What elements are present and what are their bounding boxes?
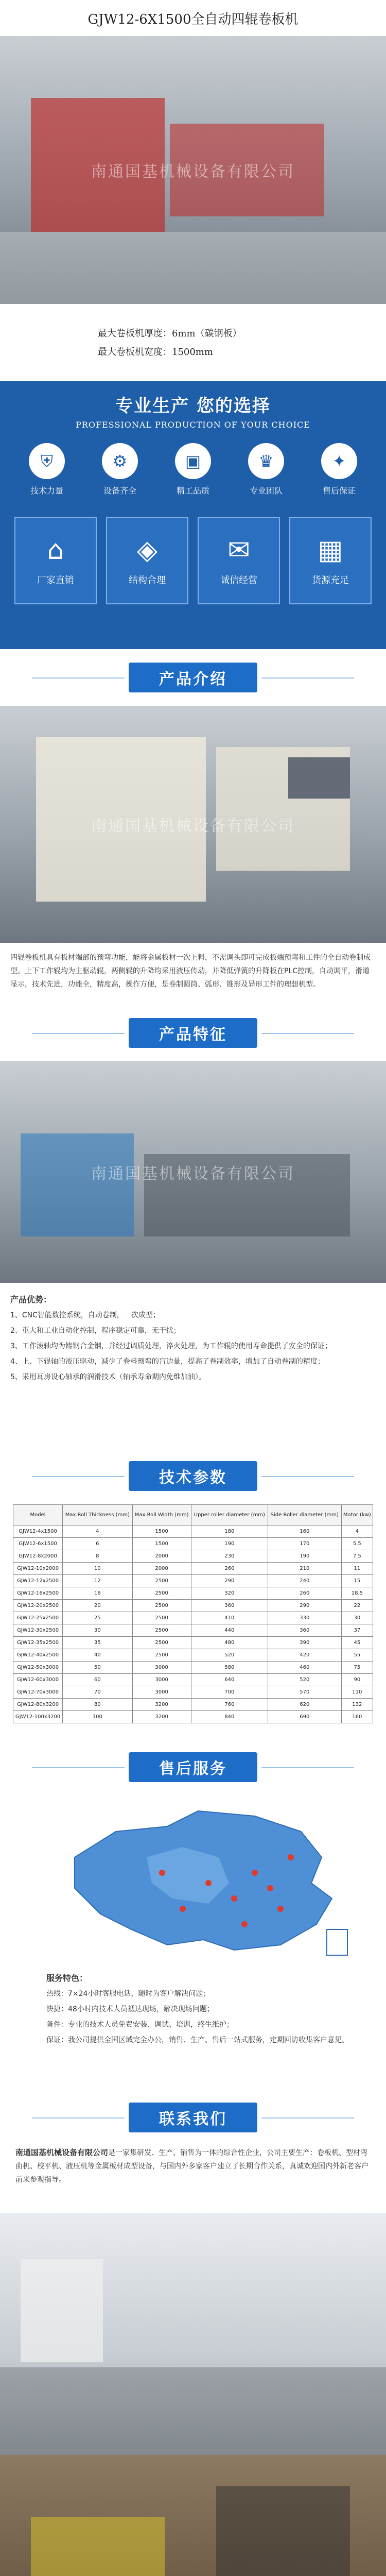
intro-text: 四辊卷板机具有板材端部的预弯功能，能将金属板材一次上料，不需调头即可完成板端预弯和工件的全自动卷制成型。上下工作辊均为主驱动辊，两侧辊的升降均采用液压传动，并降低弹簧的升降板在PLC控制，自动调平，滑道显示，技术先进，功能全，精度高，操作方便，是卷制圆筒、弧形、锥形及异形工件的理想机型。 [10, 954, 371, 989]
features-photo [0, 1061, 386, 1283]
table-row [13, 1662, 373, 1674]
table-cell: 3000 [132, 1674, 191, 1686]
table-cell: 440 [191, 1624, 268, 1637]
heading-label: 产品特征 [129, 1018, 257, 1048]
table-cell: GJW12-10x2000 [13, 1563, 63, 1575]
service-icon: ✉ [227, 535, 250, 566]
table-cell: 50 [63, 1662, 132, 1674]
table-row [13, 1649, 373, 1662]
feature-item [165, 443, 221, 496]
table-cell: GJW12-4x1500 [13, 1526, 63, 1538]
table-cell: 45 [341, 1637, 373, 1649]
feature-item [19, 443, 75, 496]
service-item: 热线：7×24小时客服电话，随时为客户解决问题； [46, 1990, 210, 1998]
feature-label: 设备齐全 [103, 486, 136, 496]
slogan-title: 专业生产 您的选择 [115, 396, 271, 416]
spec-thickness: 最大卷板机厚度：6mm（碳钢板） [98, 328, 242, 339]
table-cell: 11 [341, 1563, 373, 1575]
tile-label: 厂家直销 [37, 575, 74, 586]
table-cell: 30 [63, 1624, 132, 1637]
table-cell: 700 [191, 1686, 268, 1699]
table-cell: 8 [63, 1550, 132, 1563]
heading-label: 技术参数 [129, 1461, 257, 1491]
advantages-title: 产品优势： [10, 1295, 52, 1304]
gear-icon: ⚙ [102, 443, 138, 479]
table-header-row [13, 1505, 373, 1526]
hero-photo [0, 36, 386, 304]
tile-label: 货源充足 [312, 575, 349, 586]
slogan-subtitle: PROFESSIONAL PRODUCTION OF YOUR CHOICE [76, 420, 310, 430]
table-row [13, 1550, 373, 1563]
table-cell: 260 [268, 1587, 341, 1600]
table-cell: 260 [191, 1563, 268, 1575]
table-cell: GJW12-12x2500 [13, 1575, 63, 1587]
table-cell: 40 [63, 1649, 132, 1662]
feature-tiles [0, 517, 386, 604]
table-cell: GJW12-50x3000 [13, 1662, 63, 1674]
table-cell: 3200 [132, 1711, 191, 1723]
table-row [13, 1711, 373, 1723]
table-cell: 160 [268, 1526, 341, 1538]
table-row [13, 1674, 373, 1686]
table-cell: GJW12-20x2500 [13, 1600, 63, 1612]
feature-item [311, 443, 367, 496]
table-cell: GJW12-40x2500 [13, 1649, 63, 1662]
table-cell: 20 [63, 1600, 132, 1612]
table-cell: 4 [341, 1526, 373, 1538]
table-cell: 2500 [132, 1575, 191, 1587]
table-cell: 16 [63, 1587, 132, 1600]
feature-label: 售后保证 [322, 486, 356, 496]
params-table [13, 1504, 373, 1723]
table-cell: 100 [63, 1711, 132, 1723]
table-row [13, 1624, 373, 1637]
table-cell: 6 [63, 1538, 132, 1550]
table-cell: 480 [191, 1637, 268, 1649]
table-cell: 7.5 [341, 1550, 373, 1563]
advantage-item: 3、工作滚轴均为铸钢合金钢，并经过调质处理，淬火处理，为工作辊的使用寿命提供了安全的保证； [10, 1342, 332, 1350]
table-cell: 12 [63, 1575, 132, 1587]
factory-photo-2 [0, 2455, 386, 2576]
table-cell: 2500 [132, 1637, 191, 1649]
company-lead: 南通国基机械设备有限公司 [15, 2148, 109, 2157]
tile-label: 诚信经营 [220, 575, 257, 586]
column-header: Motor (kw) [341, 1505, 373, 1526]
table-cell: 90 [341, 1674, 373, 1686]
table-cell: 290 [268, 1600, 341, 1612]
table-cell: GJW12-16x2500 [13, 1587, 63, 1600]
tile-stock [289, 517, 372, 604]
table-row [13, 1612, 373, 1624]
table-cell: 30 [341, 1612, 373, 1624]
table-cell: 1500 [132, 1526, 191, 1538]
table-row [13, 1538, 373, 1550]
table-cell: 330 [268, 1612, 341, 1624]
advantage-item: 4、上、下辊轴的液压驱动，减少了卷料预弯的盲边量，提高了卷制效率，增加了自动卷制的精度； [10, 1358, 325, 1366]
table-cell: 190 [191, 1538, 268, 1550]
table-cell: 840 [191, 1711, 268, 1723]
table-cell: 760 [191, 1699, 268, 1711]
heading-label: 联系我们 [129, 2103, 257, 2132]
table-cell: GJW12-30x2500 [13, 1624, 63, 1637]
feature-item [92, 443, 148, 496]
trophy-icon: ♛ [248, 443, 284, 479]
stock-icon: ▦ [318, 535, 343, 566]
table-cell: 520 [268, 1674, 341, 1686]
section-heading-params [0, 1448, 386, 1504]
service-item: 快捷：48小时内技术人员抵达现场，解决现场问题； [46, 2005, 214, 2013]
intro-photo [0, 706, 386, 943]
table-cell: GJW12-60x3000 [13, 1674, 63, 1686]
advantage-banner [0, 381, 386, 649]
table-cell: 290 [191, 1575, 268, 1587]
table-cell: 360 [191, 1600, 268, 1612]
table-cell: 2500 [132, 1587, 191, 1600]
table-cell: 2500 [132, 1600, 191, 1612]
table-cell: GJW12-8x2000 [13, 1550, 63, 1563]
table-cell: 520 [191, 1649, 268, 1662]
table-cell: GJW12-35x2500 [13, 1637, 63, 1649]
table-row [13, 1686, 373, 1699]
table-row [13, 1600, 373, 1612]
table-cell: 390 [268, 1637, 341, 1649]
feature-icons [0, 430, 386, 496]
advantage-item: 2、重大和工业自动化控制，程序稳定可靠，无干扰； [10, 1327, 181, 1335]
table-cell: 70 [63, 1686, 132, 1699]
table-cell: GJW12-6x1500 [13, 1538, 63, 1550]
heading-label: 售后服务 [129, 1752, 257, 1782]
table-row [13, 1699, 373, 1711]
table-cell: 2000 [132, 1563, 191, 1575]
intro-watermark: 南通国基机械设备有限公司 [91, 817, 295, 835]
features-watermark: 南通国基机械设备有限公司 [91, 1165, 295, 1183]
table-cell: 160 [341, 1711, 373, 1723]
table-cell: 4 [63, 1526, 132, 1538]
table-row [13, 1526, 373, 1538]
table-cell: 25 [63, 1612, 132, 1624]
company-description: 是一家集研发、生产、销售为一体的综合性企业，公司主要生产：卷板机、型材弯曲机、校平机、液压机等金属板材成型设备，与国内外多家客户建立了长期合作关系，真诚欢迎国内外新老客户前来参观指导。 [15, 2149, 369, 2184]
table-cell: 180 [191, 1526, 268, 1538]
table-cell: 15 [341, 1575, 373, 1587]
table-cell: 80 [63, 1699, 132, 1711]
table-cell: GJW12-70x3000 [13, 1686, 63, 1699]
advantage-item: 1、CNC智能数控系统，自动卷制，一次成型； [10, 1311, 160, 1319]
feature-label: 专业团队 [249, 486, 283, 496]
feature-label: 技术力量 [30, 486, 63, 496]
advantage-item: 5、采用瓦房设心轴承的润滑技术（轴承寿命期内免维加油）。 [10, 1373, 206, 1381]
table-cell: 60 [63, 1674, 132, 1686]
factory-photo-1 [0, 2213, 386, 2455]
table-cell: 1500 [132, 1538, 191, 1550]
structure-icon: ◈ [137, 535, 157, 566]
table-cell: 620 [268, 1699, 341, 1711]
table-cell: GJW12-100x3200 [13, 1711, 63, 1723]
table-cell: 210 [268, 1563, 341, 1575]
table-cell: 190 [268, 1550, 341, 1563]
spec-block [0, 304, 386, 381]
table-cell: GJW12-25x2500 [13, 1612, 63, 1624]
table-cell: 2500 [132, 1649, 191, 1662]
table-row [13, 1563, 373, 1575]
table-cell: 460 [268, 1662, 341, 1674]
service-item: 保证：我公司提供全国区域完全办公，销售、生产、售后一站式服务，定期回访收集客户意见。 [46, 2036, 349, 2044]
table-cell: 10 [63, 1563, 132, 1575]
table-row [13, 1587, 373, 1600]
page-title: GJW12-6X1500全自动四辊卷板机 [87, 11, 299, 27]
table-cell: 170 [268, 1538, 341, 1550]
table-cell: 3000 [132, 1662, 191, 1674]
service-list [0, 1965, 386, 2089]
table-cell: 320 [191, 1587, 268, 1600]
table-cell: 37 [341, 1624, 373, 1637]
table-cell: 420 [268, 1649, 341, 1662]
feature-label: 精工品质 [176, 486, 209, 496]
table-cell: 22 [341, 1600, 373, 1612]
heading-label: 产品介绍 [129, 663, 257, 692]
table-cell: 18.5 [341, 1587, 373, 1600]
table-cell: 690 [268, 1711, 341, 1723]
column-header: Model [13, 1505, 63, 1526]
table-cell: 110 [341, 1686, 373, 1699]
section-heading-contact [0, 2089, 386, 2146]
table-cell: 240 [268, 1575, 341, 1587]
table-cell: 2000 [132, 1550, 191, 1563]
table-cell: 580 [191, 1662, 268, 1674]
table-cell: 5.5 [341, 1538, 373, 1550]
section-heading-service [0, 1739, 386, 1795]
table-cell: 410 [191, 1612, 268, 1624]
tile-factory [14, 517, 97, 604]
column-header: Upper roller diameter (mm) [191, 1505, 268, 1526]
service-item: 备件：专业的技术人员免费安装、调试、培训，终生维护； [46, 2021, 234, 2029]
service-title: 服务特色： [46, 1973, 88, 1983]
spec-width: 最大卷板机宽度：1500mm [98, 347, 213, 358]
table-cell: GJW12-80x3200 [13, 1699, 63, 1711]
advantages [0, 1283, 386, 1448]
column-header: Max.Roll Thickness (mm) [63, 1505, 132, 1526]
section-heading-intro [0, 649, 386, 706]
table-cell: 2500 [132, 1624, 191, 1637]
table-cell: 3200 [132, 1699, 191, 1711]
shield-icon: ⛨ [29, 443, 65, 479]
column-header: Side Roller diameter (mm) [268, 1505, 341, 1526]
company-intro [0, 2146, 386, 2213]
certificate-icon: ▣ [175, 443, 211, 479]
handshake-icon: ✦ [321, 443, 357, 479]
tile-service [198, 517, 280, 604]
column-header: Max.Roll Width (mm) [132, 1505, 191, 1526]
table-cell: 2500 [132, 1612, 191, 1624]
tile-structure [106, 517, 188, 604]
hero-watermark: 南通国基机械设备有限公司 [91, 163, 295, 181]
factory-icon: ⌂ [47, 535, 64, 566]
section-heading-features [0, 1005, 386, 1061]
table-cell: 55 [341, 1649, 373, 1662]
table-row [13, 1637, 373, 1649]
table-cell: 132 [341, 1699, 373, 1711]
map-graphic [13, 1795, 373, 1965]
table-cell: 230 [191, 1550, 268, 1563]
tile-label: 结构合理 [129, 575, 166, 586]
table-row [13, 1575, 373, 1587]
table-cell: 75 [341, 1662, 373, 1674]
table-cell: 570 [268, 1686, 341, 1699]
china-service-map [13, 1795, 373, 1965]
feature-item [238, 443, 294, 496]
table-cell: 35 [63, 1637, 132, 1649]
slogan [0, 381, 386, 430]
table-cell: 640 [191, 1674, 268, 1686]
table-cell: 3000 [132, 1686, 191, 1699]
table-cell: 360 [268, 1624, 341, 1637]
